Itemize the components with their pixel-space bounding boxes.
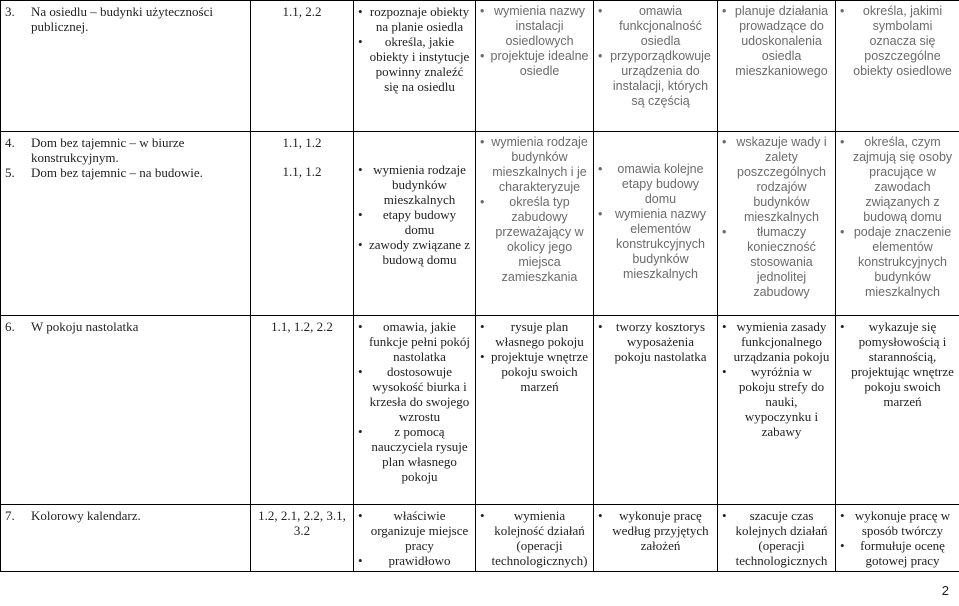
level-1-cell xyxy=(354,1,476,132)
level-2-cell xyxy=(476,132,594,316)
level-1-cell xyxy=(354,132,476,316)
list-item: • wykonuje pracę w sposób twórczy xyxy=(850,508,955,538)
requirements-cell xyxy=(251,505,354,572)
topic-title: Na osiedlu – budynki użyteczności publicznej. xyxy=(31,4,213,34)
list-item: • wykazuje się pomysłowością i starannością, projektując wnętrze pokoju swoich marzeń xyxy=(850,319,955,409)
list-item: • określa, czym zajmują się osoby pracujące w zawodach związanych z budową domu xyxy=(850,135,955,225)
list-item: • określa, jakie obiekty i instytucje powinny znaleźć się na osiedlu xyxy=(368,34,471,94)
requirements-text: 1.1, 2.2 xyxy=(282,4,322,19)
topic-cell xyxy=(1,505,251,572)
requirements-text: 1.1, 1.2, 2.2 xyxy=(271,319,333,334)
list-item: • wymienia kolejność działań (operacji technologicznych) xyxy=(490,508,589,568)
level-2-cell xyxy=(476,316,594,505)
list-item: • projektuje wnętrze pokoju swoich marzeń xyxy=(490,349,589,394)
level-3-cell xyxy=(594,505,718,572)
level-4-cell xyxy=(718,1,836,132)
level-5-cell xyxy=(836,132,959,316)
topic-title: Dom bez tajemnic – na budowie. xyxy=(31,165,203,180)
list-item: • przyporządkowuje urządzenia do instalacji, których są częścią xyxy=(608,49,713,109)
list-item: • rysuje plan własnego pokoju xyxy=(490,319,589,349)
topic-cell xyxy=(1,1,251,132)
level-4-cell xyxy=(718,132,836,316)
list-item: • wymienia zasady funkcjonalnego urządzania pokoju xyxy=(732,319,831,364)
topic-number: 5. xyxy=(5,165,15,180)
level-3-cell xyxy=(594,316,718,505)
topic-title: Dom bez tajemnic – w biurze konstrukcyjnym. xyxy=(31,135,185,165)
requirements-text: 1.2, 2.1, 2.2, 3.1, 3.2 xyxy=(258,508,346,538)
topic-title: W pokoju nastolatka xyxy=(31,319,139,334)
level-5-cell xyxy=(836,505,959,572)
topic-cell xyxy=(1,132,251,316)
requirements-cell xyxy=(251,316,354,505)
level-5-cell xyxy=(836,316,959,505)
topic-number: 3. xyxy=(5,4,15,19)
list-item: • formułuje ocenę gotowej pracy xyxy=(850,538,955,568)
list-item: • omawia kolejne etapy budowy domu xyxy=(608,162,713,207)
list-item: • wykonuje pracę według przyjętych założeń xyxy=(608,508,713,553)
list-item: • zawody związane z budową domu xyxy=(368,237,471,267)
list-item: • omawia, jakie funkcje pełni pokój nastolatka xyxy=(368,319,471,364)
list-item: • określa, jakimi symbolami oznacza się poszczególne obiekty osiedlowe xyxy=(850,4,955,79)
topic-number: 6. xyxy=(5,319,15,334)
level-5-cell xyxy=(836,1,959,132)
requirements-cell xyxy=(251,1,354,132)
list-item: • z pomocą nauczyciela rysuje plan własnego pokoju xyxy=(368,424,471,484)
list-item: • tłumaczy konieczność stosowania jednolitej zabudowy xyxy=(732,225,831,300)
list-item: • wyróżnia w pokoju strefy do nauki, wypoczynku i zabawy xyxy=(732,364,831,439)
topic-title: Kolorowy kalendarz. xyxy=(31,508,141,523)
level-3-cell xyxy=(594,1,718,132)
page-number: 2 xyxy=(941,583,949,598)
level-4-cell xyxy=(718,505,836,572)
topic-cell xyxy=(1,316,251,505)
topic-number: 4. xyxy=(5,135,15,150)
list-item: • prawidłowo xyxy=(368,553,471,568)
level-2-cell xyxy=(476,505,594,572)
list-item: • rozpoznaje obiekty na planie osiedla xyxy=(368,4,471,34)
table-row xyxy=(1,316,959,505)
requirements-text: 1.1, 1.2 xyxy=(282,164,322,179)
list-item: • dostosowuje wysokość biurka i krzesła do swojego wzrostu xyxy=(368,364,471,424)
table-row xyxy=(1,132,959,316)
list-item: • wymienia nazwy elementów konstrukcyjnych budynków mieszkalnych xyxy=(608,207,713,282)
list-item: • podaje znaczenie elementów konstrukcyjnych budynków mieszkalnych xyxy=(850,225,955,300)
requirements-cell xyxy=(251,132,354,316)
list-item: • szacuje czas kolejnych działań (operacji technologicznych xyxy=(732,508,831,568)
list-item: • wymienia nazwy instalacji osiedlowych xyxy=(490,4,589,49)
list-item: • określa typ zabudowy przeważający w okolicy jego miejsca zamieszkania xyxy=(490,195,589,285)
list-item: • wymienia rodzaje budynków mieszkalnych xyxy=(368,162,471,207)
level-4-cell xyxy=(718,316,836,505)
list-item: • wskazuje wady i zalety poszczególnych rodzajów budynków mieszkalnych xyxy=(732,135,831,225)
topic-number: 7. xyxy=(5,508,15,523)
list-item: • etapy budowy domu xyxy=(368,207,471,237)
list-item: • właściwie organizuje miejsce pracy xyxy=(368,508,471,553)
table-row xyxy=(1,1,959,132)
requirements-text: 1.1, 1.2 xyxy=(282,135,322,150)
list-item: • planuje działania prowadzące do udoskonalenia osiedla mieszkaniowego xyxy=(732,4,831,79)
level-3-cell xyxy=(594,132,718,316)
level-2-cell xyxy=(476,1,594,132)
list-item: • tworzy kosztorys wyposażenia pokoju nastolatka xyxy=(608,319,713,364)
list-item: • omawia funkcjonalność osiedla xyxy=(608,4,713,49)
table-row xyxy=(1,505,959,572)
level-1-cell xyxy=(354,505,476,572)
list-item: • projektuje idealne osiedle xyxy=(490,49,589,79)
level-1-cell xyxy=(354,316,476,505)
list-item: • wymienia rodzaje budynków mieszkalnych i je charakteryzuje xyxy=(490,135,589,195)
